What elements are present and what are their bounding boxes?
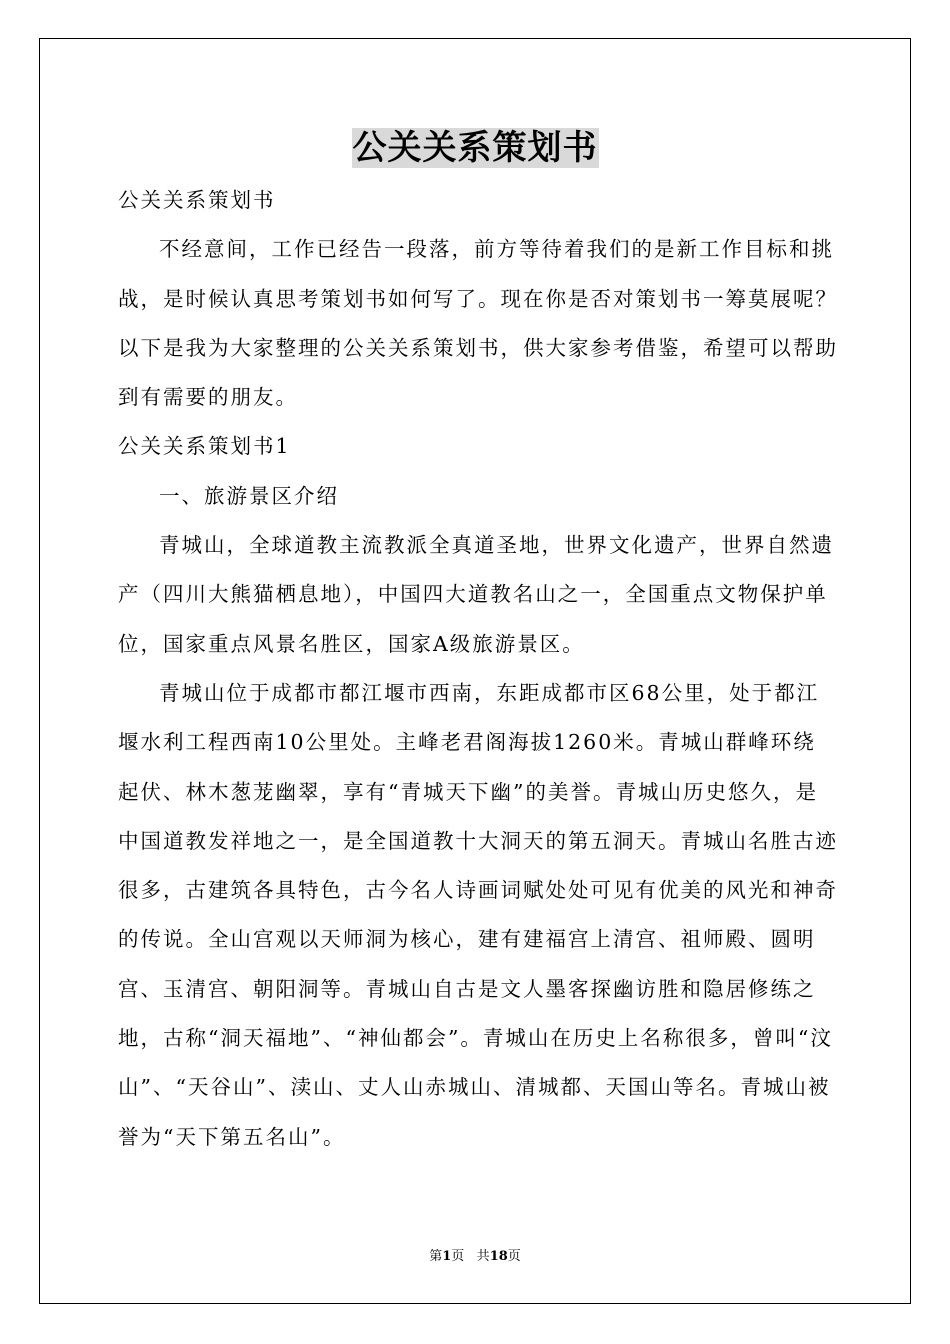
- footer-total-unit: 页: [507, 1249, 521, 1264]
- heading-doc-name: 公关关系策划书: [118, 188, 276, 212]
- footer-page-total: 18: [489, 1249, 508, 1264]
- document-title: 公关关系策划书: [352, 128, 598, 168]
- document-body: [118, 176, 838, 1162]
- body-paragraph: 青城山，全球道教主流教派全真道圣地，世界文化遗产，世界自然遗产（四川大熊猫栖息地），中国四大道教名山之一，全国重点文物保护单位，国家重点风景名胜区，国家A级旅游景区。: [118, 533, 834, 656]
- footer-page-current: 1: [442, 1249, 452, 1264]
- footer-page-prefix: 第: [429, 1249, 443, 1264]
- page-footer: [0, 1248, 950, 1266]
- section-heading: 公关关系策划书1: [118, 434, 291, 459]
- footer-page-unit: 页: [451, 1249, 465, 1264]
- body-paragraph: 青城山位于成都市都江堰市西南，东距成都市区68公里，处于都江堰水利工程西南10公里处。主峰老君阁海拔1260米。青城山群峰环绕起伏、林木葱茏幽翠，享有“青城天下幽”的美誉。青城山历史悠久，是中国道教发祥地之一，是全国道教十大洞天的第五洞天。青城山名胜古迹很多，古建筑各具特色，古今名人诗画词赋处处可见有优美的风光和神奇的传说。全山宫观以天师洞为核心，建有建福宫上清宫、祖师殿、圆明宫、玉清宫、朝阳洞等。青城山自古是文人墨客探幽访胜和隐居修练之地，古称“洞天福地”、“神仙都会”。青城山在历史上名称很多，曾叫“汶山”、“天谷山”、渎山、丈人山赤城山、清城都、天国山等名。青城山被誉为“天下第五名山”。: [118, 680, 838, 1149]
- subsection-heading: 一、旅游景区介绍: [159, 483, 339, 508]
- footer-total-prefix: 共: [476, 1249, 490, 1264]
- intro-paragraph: 不经意间，工作已经告一段落，前方等待着我们的是新工作目标和挑战，是时候认真思考策划书如何写了。现在你是否对策划书一筹莫展呢？以下是我为大家整理的公关关系策划书，供大家参考借鉴，希望可以帮助到有需要的朋友。: [118, 237, 838, 410]
- title-container: [0, 128, 950, 168]
